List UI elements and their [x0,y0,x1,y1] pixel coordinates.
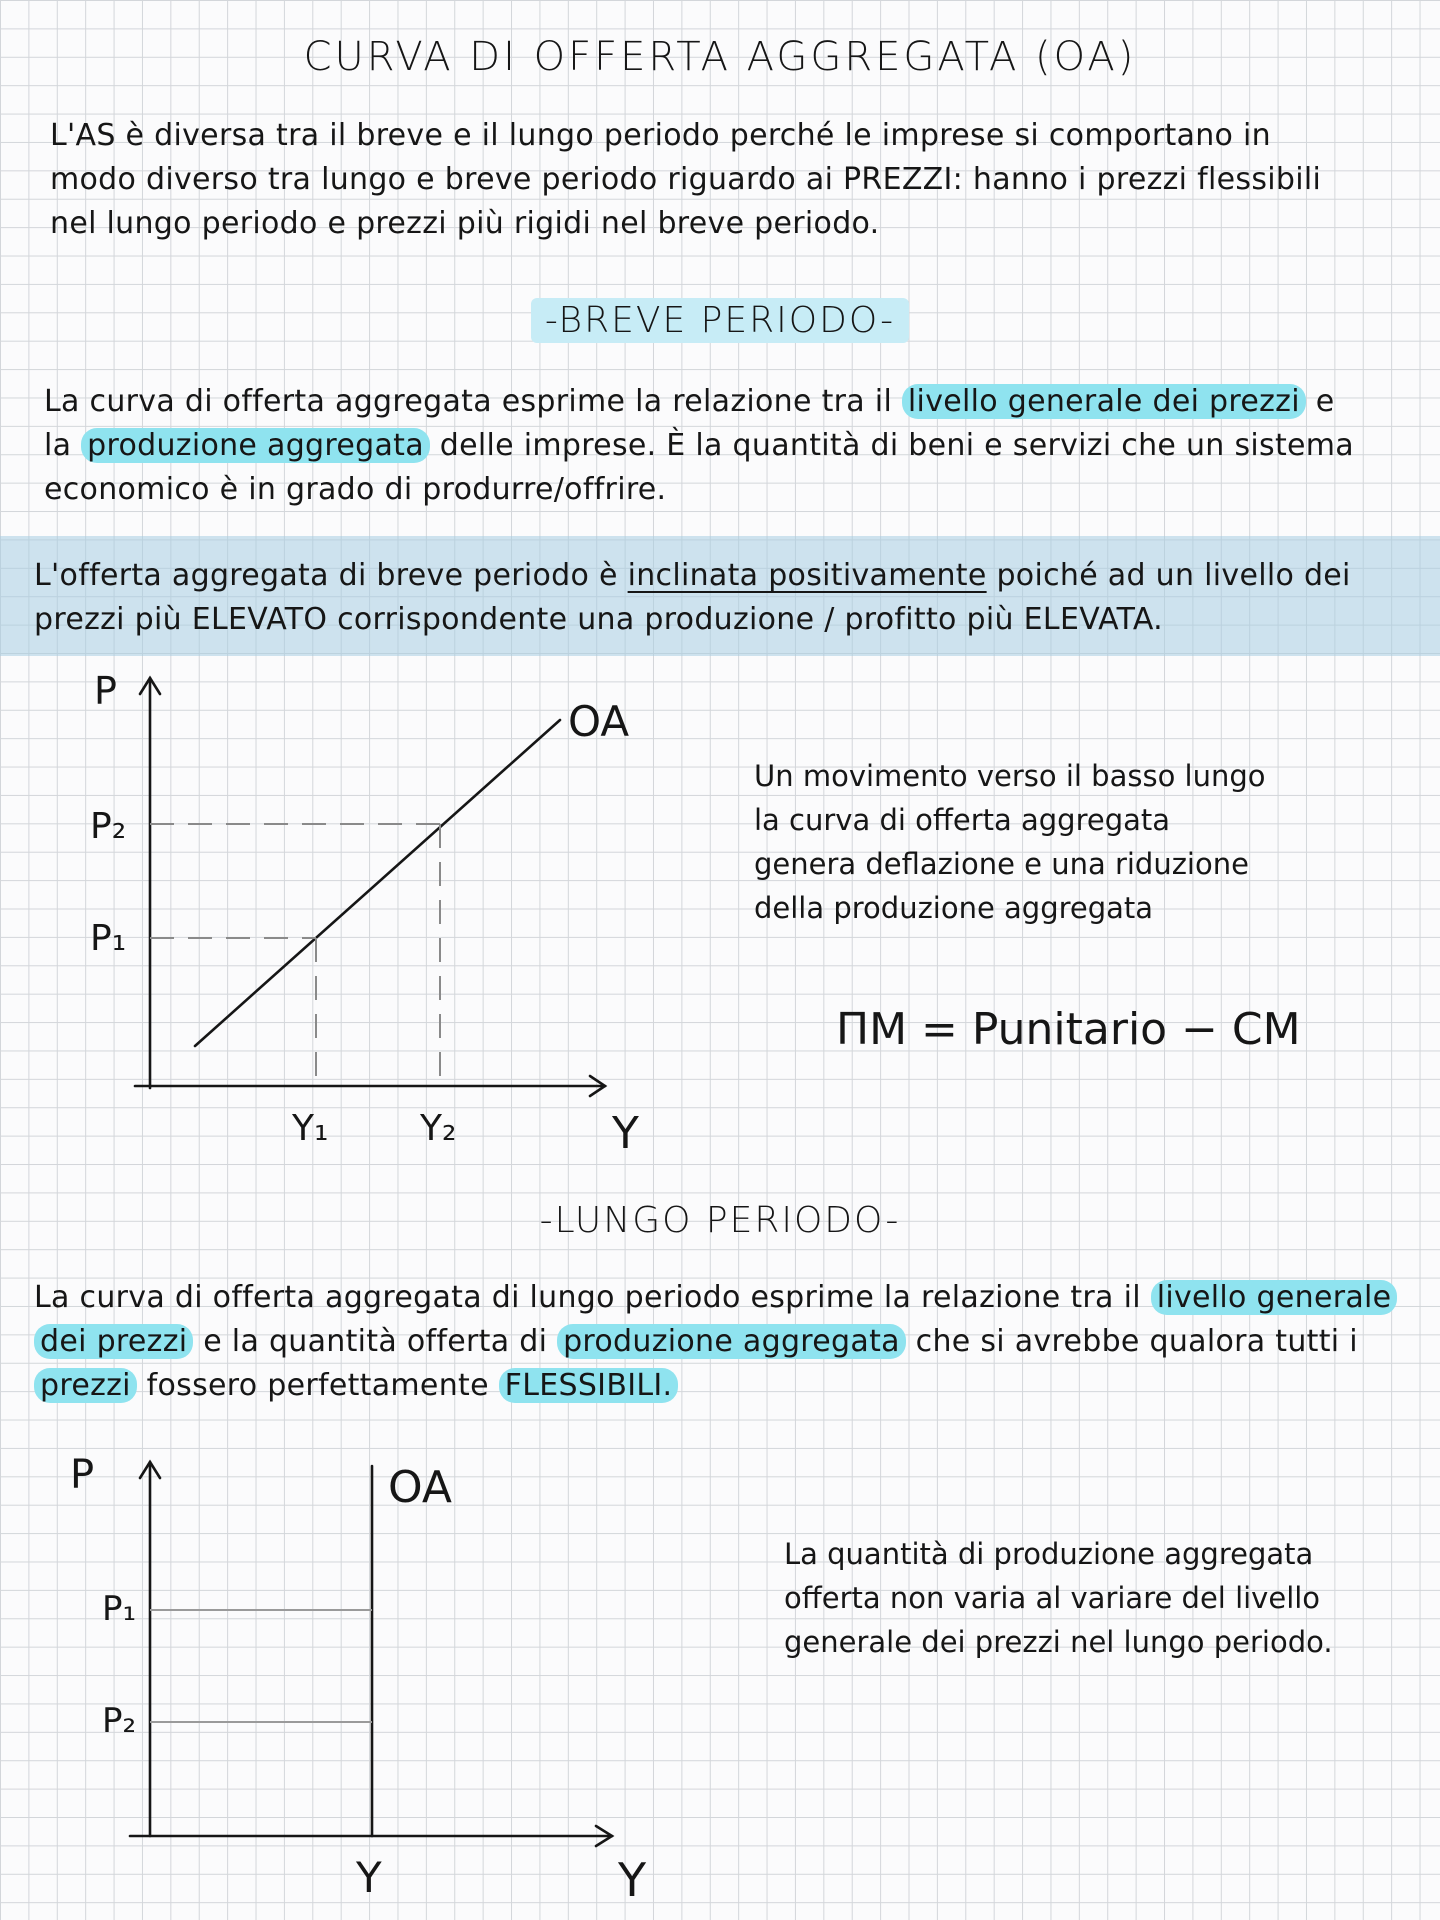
short-run-def-text-4: delle imprese. È la quantità di beni e servizi che un sistema [429,428,1354,463]
p1-label: P₁ [90,918,127,959]
highlight-aggregate-production: produzione aggregata [81,428,430,463]
short-run-note-line-2: la curva di offerta aggregata [754,803,1171,837]
highlight-of-prices: dei prezzi [34,1324,193,1359]
y1-label: Y₁ [292,1108,329,1149]
band-line-1 [34,554,1424,598]
page-title: CURVA DI OFFERTA AGGREGATA (OA) [303,34,1137,80]
long-run-def-line-2 [34,1320,1424,1364]
long-run-graph [60,1440,680,1910]
long-run-def-line-1 [34,1276,1424,1320]
short-run-def-line-2 [44,424,1424,468]
band-text-2: poiché ad un livello dei [986,558,1351,593]
short-run-note-line-3: genera deflazione e una riduzione [754,847,1249,881]
intro-line-3: nel lungo periodo e prezzi più rigidi nel breve periodo. [50,206,880,241]
short-run-note [754,754,1394,930]
short-run-definition [44,380,1424,512]
short-run-note-line-4: della produzione aggregata [754,891,1154,925]
underline-positively-sloped: inclinata positivamente [627,558,987,593]
short-run-def-line-1 [44,380,1424,424]
long-run-note-line-1: La quantità di produzione aggregata [784,1537,1314,1571]
highlight-aggregate-production-2: produzione aggregata [557,1324,906,1359]
long-run-note-line-2: offerta non varia al variare del livello [784,1581,1321,1615]
oa-label-lr: OA [388,1462,452,1513]
p-axis-label-lr: P [70,1452,95,1498]
intro-line-2: modo diverso tra lungo e breve periodo riguardo ai PREZZI: hanno i prezzi flessibili [50,162,1322,197]
highlight-flexible: FLESSIBILI. [499,1368,679,1403]
intro-line-1: L'AS è diversa tra il breve e il lungo periodo perché le imprese si comportano in [50,118,1271,153]
markup-formula: ΠM = Punitario − CM [836,1004,1301,1055]
p2-label: P₂ [90,806,127,847]
short-run-def-text-1: La curva di offerta aggregata esprime la relazione tra il [44,384,902,419]
y-mark-label-lr: Y [356,1853,382,1902]
long-run-def-text-1: La curva di offerta aggregata di lungo periodo esprime la relazione tra il [34,1280,1151,1315]
long-run-def-text-4: fossero perfettamente [136,1368,499,1403]
p-axis-label: P [94,669,117,713]
short-run-graph [80,668,660,1168]
y-axis-label: Y [612,1108,639,1159]
short-run-def-text-2: e [1305,384,1335,419]
long-run-note-line-3: generale dei prezzi nel lungo periodo. [784,1625,1333,1659]
long-run-definition [34,1276,1424,1408]
short-run-note-line-1: Un movimento verso il basso lungo [754,759,1266,793]
long-run-def-line-3 [34,1364,1424,1408]
y-axis-label-lr: Y [618,1853,647,1907]
short-run-def-line-3: economico è in grado di produrre/offrire. [44,472,667,507]
short-run-heading [0,300,1440,341]
p1-label-lr: P₁ [102,1589,137,1629]
long-run-note [784,1532,1424,1664]
short-run-def-text-3: la [44,428,82,463]
long-run-heading: -LUNGO PERIODO- [539,1200,901,1241]
band-line-2: prezzi più ELEVATO corrispondente una produzione / profitto più ELEVATA. [34,602,1164,637]
intro-paragraph [50,114,1410,246]
long-run-def-text-2: e la quantità offerta di [193,1324,558,1359]
y2-label: Y₂ [420,1108,457,1149]
highlight-general-level: livello generale [1151,1280,1398,1315]
short-run-band-text [34,554,1424,642]
long-run-def-text-3: che si avrebbe qualora tutti i [905,1324,1358,1359]
highlight-price-level: livello generale dei prezzi [902,384,1306,419]
highlight-prices: prezzi [34,1368,137,1403]
oa-curve [195,720,560,1046]
oa-label: OA [568,697,630,746]
p2-label-lr: P₂ [102,1701,137,1741]
short-run-heading-text: -BREVE PERIODO- [531,298,909,343]
band-text-1: L'offerta aggregata di breve periodo è [34,558,628,593]
